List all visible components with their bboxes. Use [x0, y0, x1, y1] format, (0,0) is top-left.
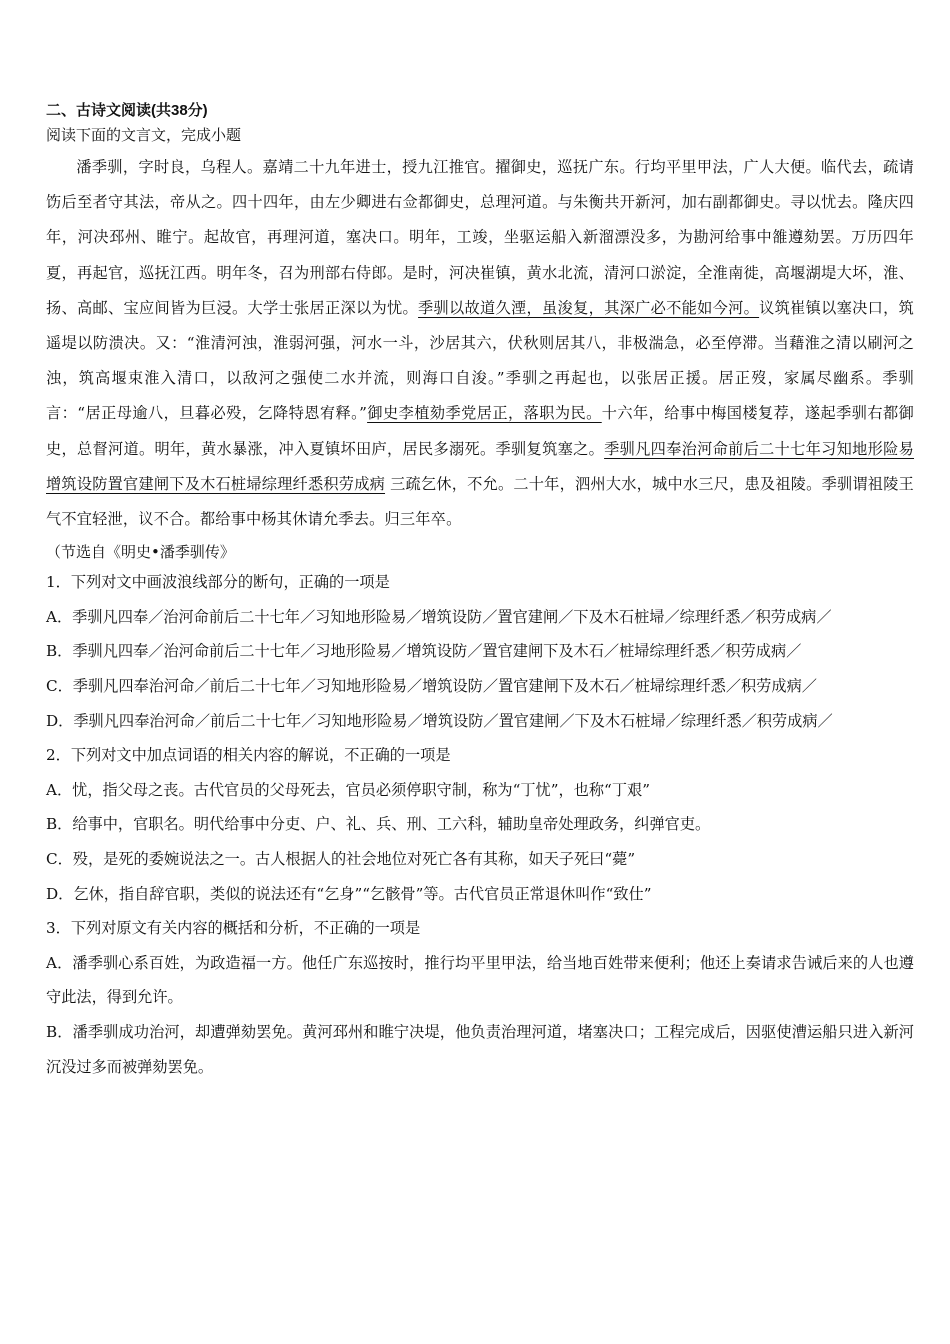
option-b: B．给事中，官职名。明代给事中分吏、户、礼、兵、刑、工六科，辅助皇帝处理政务，纠弹官吏。 [46, 815, 711, 834]
passage-part-1: 潘季驯，字时良，乌程人。嘉靖二十九年进士，授九江推官。擢御史，巡抚广东。行均平里甲法，广人大便。临代去，疏请饬后至者守其法，帝从之。四十四年，由左少卿进右佥都御史，总理河道。与朱衡共开新河，加右副都御史。寻以忧去。隆庆四年，河决邳州、睢宁。起故官，再理河道，塞决口。明年，工竣，坐驱运船入新溜漂没多，为勘河给事中雒遵劾罢。万历四年夏，再起官，巡抚江西。明年冬，召为刑部右侍郎。是时，河决崔镇，黄水北流，清河口淤淀，全淮南徙，高堰湖堤大坏，淮、扬、高邮、宝应间皆为巨浸。大学士张居正深以为忧。 [46, 158, 914, 317]
document-page [46, 100, 914, 1084]
option-a: A．季驯凡四奉／治河命前后二十七年／习知地形险易／增筑设防／置官建闸／下及木石桩埽／综理纤悉／积劳成病／ [46, 607, 832, 626]
option-c: C．殁，是死的委婉说法之一。古人根据人的社会地位对死亡各有其称，如天子死曰“薨” [46, 849, 636, 868]
passage-source: （节选自《明史•潘季驯传》 [46, 543, 235, 562]
option-d: D．乞休，指自辞官职，类似的说法还有“乞身”“乞骸骨”等。古代官员正常退休叫作“致仕” [46, 884, 652, 903]
underlined-sentence-2: 御史李植劾季党居正，落职为民。 [367, 404, 602, 423]
question-stem: 1．下列对文中画波浪线部分的断句，正确的一项是 [46, 573, 390, 592]
option-c: C．季驯凡四奉治河命／前后二十七年／习知地形险易／增筑设防／置官建闸下及木石／桩埽综理纤悉／积劳成病／ [46, 677, 817, 696]
option-b: B．季驯凡四奉／治河命前后二十七年／习地形险易／增筑设防／置官建闸下及木石／桩埽综理纤悉／积劳成病／ [46, 642, 802, 661]
passage-part-3: 十六年，给事中梅国楼复荐，遂起季驯右都御史，总督河道。明年，黄水暴涨，冲入夏镇坏田庐，居民多溺死。季驯复筑塞之。 [46, 404, 914, 458]
passage-part-4: 三疏乞休，不允。二十年，泗州大水，城中水三尺，患及祖陵。季驯谓祖陵王气不宜轻泄，议不合。都给事中杨其休请允季去。归三年卒。 [46, 474, 915, 529]
question-stem: 2．下列对文中加点词语的相关内容的解说，不正确的一项是 [46, 746, 451, 765]
classical-passage [46, 150, 914, 537]
question-1 [46, 565, 914, 738]
underlined-sentence-1: 季驯以故道久湮，虽浚复，其深广必不能如今河。 [418, 298, 760, 317]
option-a: A．忧，指父母之丧。古代官员的父母死去，官员必须停职守制，称为“丁忧”，也称“丁艰” [46, 780, 650, 799]
question-stem: 3．下列对原文有关内容的概括和分析，不正确的一项是 [46, 919, 421, 938]
passage-part-2: 议筑崔镇以塞决口，筑遥堤以防溃决。又：“淮清河浊，淮弱河强，河水一斗，沙居其六，伏秋则居其八，非极湍急，必至停滞。当藉淮之清以刷河之浊，筑高堰束淮入清口，以敌河之强使二水并流，则海口自浚。”季驯之再起也，以张居正援。居正歿，家属尽幽系。季驯言：“居正母逾八，旦暮必殁，乞降特恩宥释。” [46, 298, 914, 423]
section-title: 二、古诗文阅读(共38分) [46, 102, 208, 119]
question-2 [46, 738, 914, 911]
option-b: B．潘季驯成功治河，却遭弹劾罢免。黄河邳州和睢宁决堤，他负责治理河道，堵塞决口；工程完成后，因驱使漕运船只进入新河沉没过多而被弹劾罢免。 [46, 1022, 914, 1076]
option-a: A．潘季驯心系百姓，为政造福一方。他任广东巡按时，推行均平里甲法，给当地百姓带来便利；他还上奏请求告诫后来的人也遵守此法，得到允许。 [46, 953, 914, 1007]
wavy-underlined-sentence: 季驯凡四奉治河命前后二十七年习知地形险易增筑设防置官建闸下及木石桩埽综理纤悉积劳成病 [46, 439, 915, 493]
option-d: D．季驯凡四奉治河命／前后二十七年／习知地形险易／增筑设防／置官建闸／下及木石桩埽／综理纤悉／积劳成病／ [46, 711, 833, 730]
intro-text: 阅读下面的文言文，完成小题 [46, 126, 242, 144]
question-3 [46, 911, 914, 1084]
